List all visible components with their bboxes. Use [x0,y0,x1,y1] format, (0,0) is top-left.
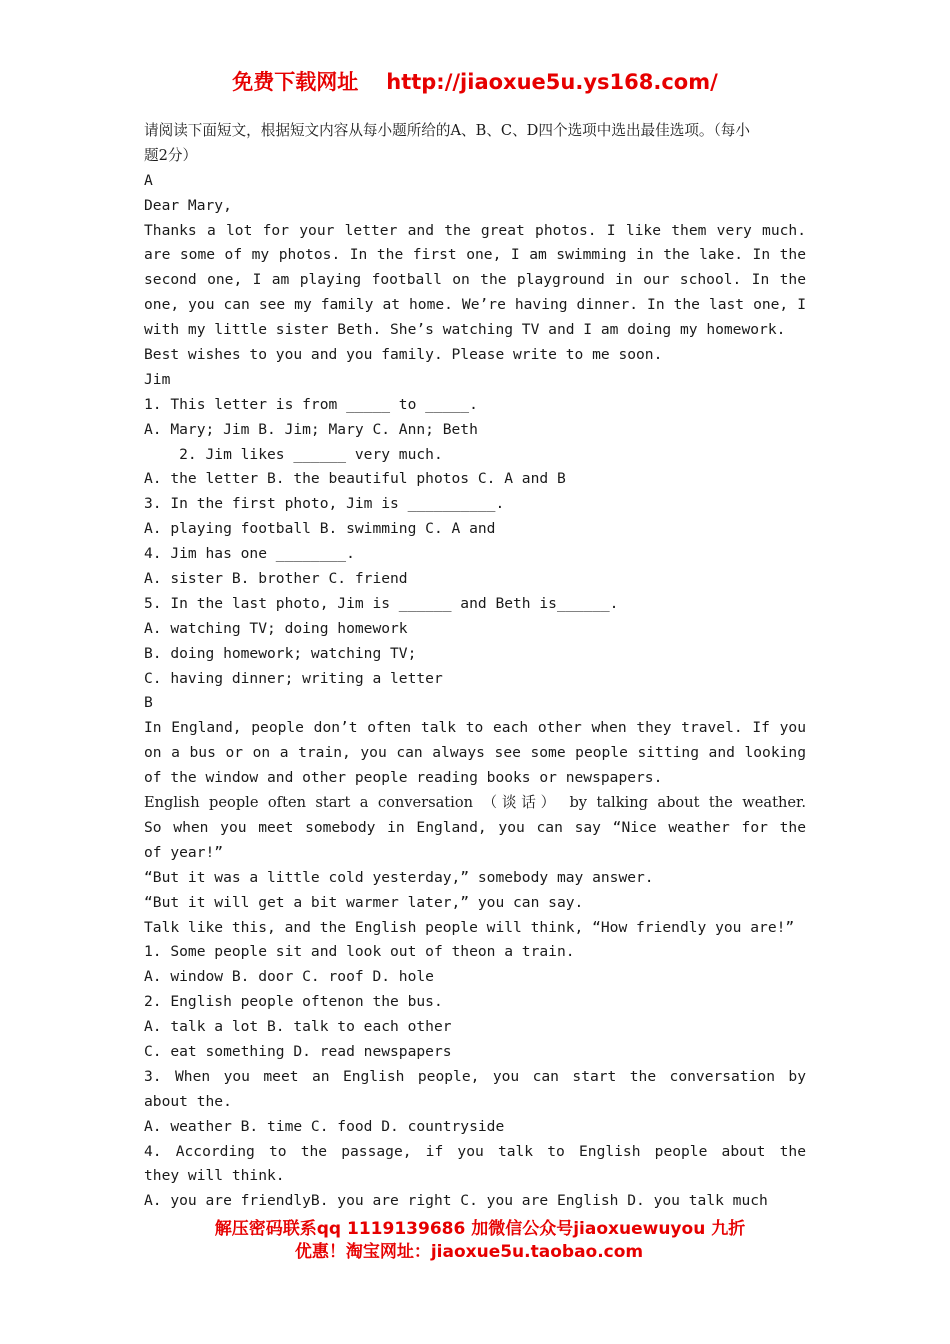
document-body [144,119,806,1214]
letter-body-line: one, you can see my family at home. We’re having dinner. In the last one, I [144,296,806,314]
question: 3. In the first photo, Jim is __________. [144,495,505,513]
passage-line: “But it was a little cold yesterday,” somebody may answer. [144,868,654,886]
question: 3. When you meet an English people, you can start the conversation by [144,1067,806,1085]
answer-options: A. sister B. brother C. friend [144,570,408,588]
passage-line: So when you meet somebody in England, you can say “Nice weather for the [144,818,806,836]
question: they will think. [144,1167,285,1185]
question: about the. [144,1092,232,1110]
question: 2. Jim likes ______ very much. [144,445,443,463]
passage-line: on a bus or on a train, you can always see some people sitting and looking [144,744,806,762]
question: 4. Jim has one ________. [144,545,355,563]
passage-line: of year!” [144,843,224,861]
section-a-label: A [144,171,153,189]
question: 5. In the last photo, Jim is ______ and Beth is______. [144,594,619,612]
letter-greeting: Dear Mary, [144,196,232,214]
instruction-line: 题2分） [144,146,198,164]
answer-options: A. Mary; Jim B. Jim; Mary C. Ann; Beth [144,420,478,438]
passage-line: Talk like this, and the English people will think, “How friendly you are!” [144,918,795,936]
answer-option: A. watching TV; doing homework [144,619,408,637]
question: 4. According to the passage, if you talk to English people about the [144,1142,806,1160]
download-label: 免费下载网址 [232,70,359,94]
answer-options: A. the letter B. the beautiful photos C. A and B [144,470,566,488]
answer-options: C. eat something D. read newspapers [144,1042,452,1060]
question: 1. Some people sit and look out of theon a train. [144,943,575,961]
footer-line-contact: 解压密码联系qq 1119139686 加微信公众号jiaoxuewuyou 九折 [214,1219,746,1239]
answer-options: A. talk a lot B. talk to each other [144,1018,452,1036]
answer-option: B. doing homework; watching TV; [144,644,417,662]
letter-body-line: second one, I am playing football on the playground in our school. In the [144,271,806,289]
contact-footer [0,1218,950,1264]
answer-option: C. having dinner; writing a letter [144,669,443,687]
letter-closing: Best wishes to you and you family. Please write to me soon. [144,346,663,364]
question: 1. This letter is from _____ to _____. [144,395,478,413]
answer-options: A. you are friendlyB. you are right C. you are English D. you talk much [144,1192,768,1210]
letter-body-line: with my little sister Beth. She’s watching TV and I am doing my homework. [144,321,786,339]
answer-options: A. window B. door C. roof D. hole [144,968,434,986]
instruction-line: 请阅读下面短文，根据短文内容从每小题所给的A、B、C、D四个选项中选出最佳选项。（每小 [144,122,750,139]
answer-options: A. playing football B. swimming C. A and [144,520,496,538]
answer-options: A. weather B. time C. food D. countryside [144,1117,505,1135]
download-url-link[interactable]: http://jiaoxue5u.ys168.com/ [386,70,718,94]
letter-body-line: Thanks a lot for your letter and the great photos. I like them very much. [144,221,806,239]
passage-line: of the window and other people reading books or newspapers. [144,769,663,787]
letter-body-line: are some of my photos. In the first one, I am swimming in the lake. In the [144,246,806,264]
question: 2. English people oftenon the bus. [144,993,443,1011]
section-b-label: B [144,694,153,712]
passage-line: In England, people don’t often talk to each other when they travel. If you [144,719,806,737]
letter-signature: Jim [144,370,171,388]
passage-line: “But it will get a bit warmer later,” you can say. [144,893,584,911]
footer-line-shop: 优惠！淘宝网址：jiaoxue5u.taobao.com [294,1242,644,1262]
download-header [0,66,950,96]
passage-line: English people often start a conversation （谈话） by talking about the weather. [144,794,806,812]
